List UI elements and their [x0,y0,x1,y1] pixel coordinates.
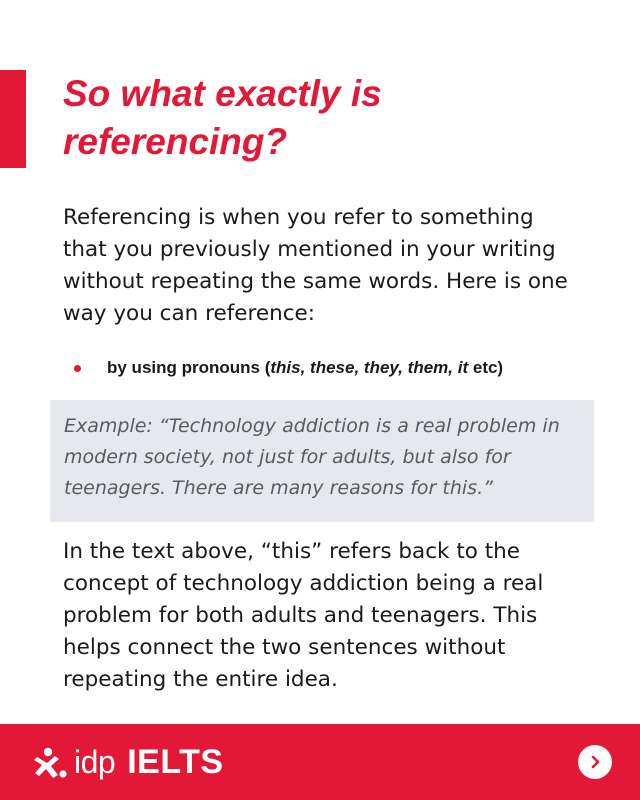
bullet-item [74,358,614,378]
bullet-pronouns: this, these, they, them, it [270,358,469,377]
intro-paragraph: Referencing is when you refer to something that you previously mentioned in your writing without repeating the same words. Here is one way you can reference: [63,205,568,326]
page-title: So what exactly is referencing? [63,73,382,162]
bullet-prefix: by using pronouns ( [107,358,271,377]
bullet-text [107,358,503,378]
bullet-dot [74,365,81,372]
next-button[interactable] [578,745,612,779]
chevron-right-icon [587,754,603,770]
example-text: Example: “Technology addiction is a real problem in modern society, not just for adults, but also for teenagers. There are many reasons for this.” [64,415,560,499]
bullet-suffix: etc) [468,358,504,377]
logo-ielts-text: IELTS [127,742,224,781]
logo-idp-text: idp [74,743,116,780]
example-box [50,400,594,522]
idp-ielts-logo [34,742,224,782]
footer-bar [0,724,640,800]
idp-figure-logo-icon [34,745,68,779]
explanation-paragraph: In the text above, “this” refers back to the concept of technology addiction being a real problem for both adults and teenagers. This helps connect the two sentences without repeating the entire idea. [63,539,544,692]
accent-bar [0,70,26,168]
